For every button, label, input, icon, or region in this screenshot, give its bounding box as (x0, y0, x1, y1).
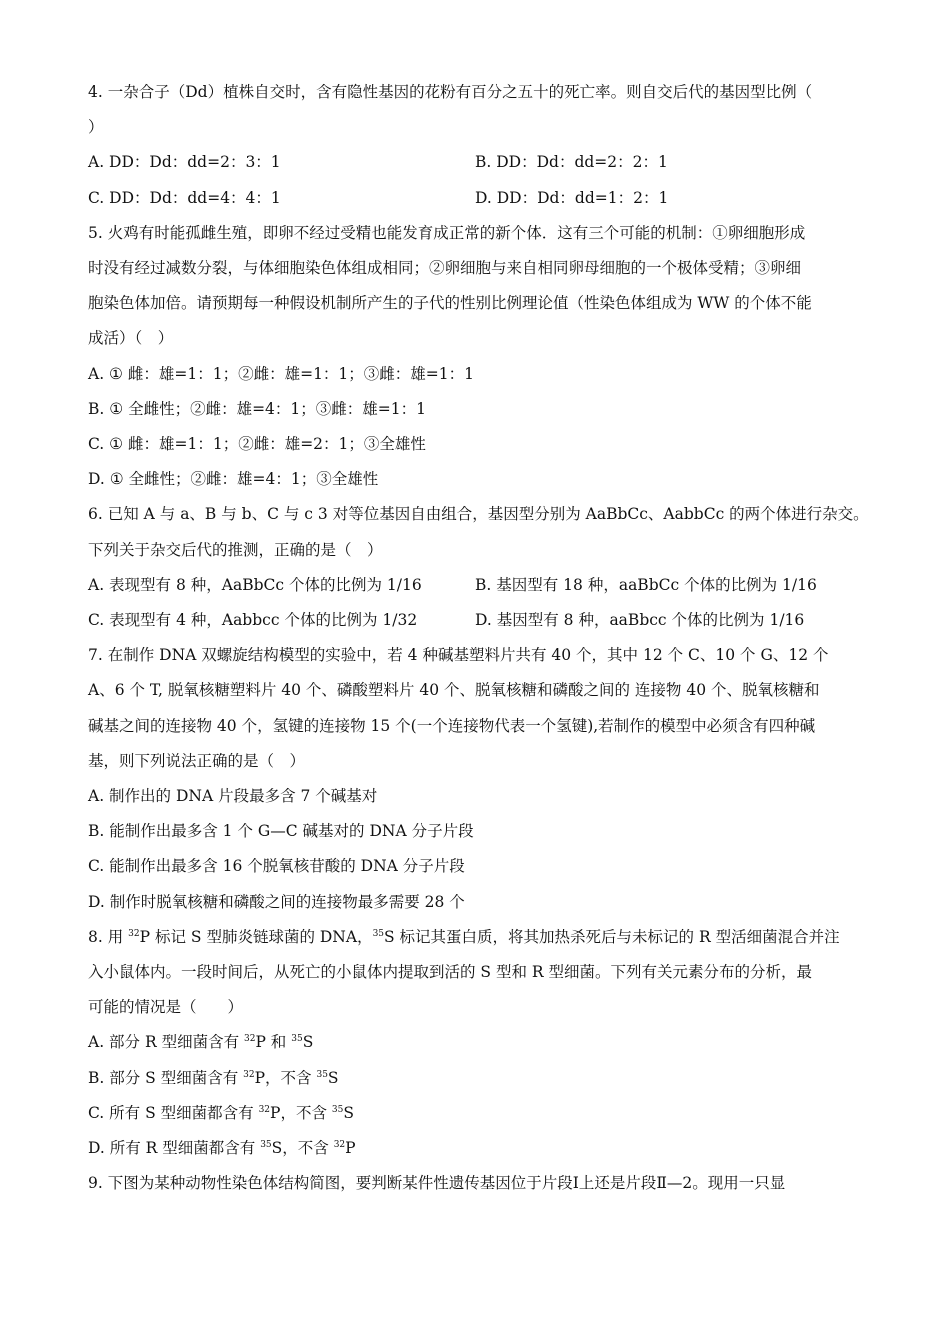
q4-options-row-1 (88, 145, 868, 180)
q8-d-text-3: P (345, 1139, 356, 1158)
q8-option-c (88, 1096, 868, 1131)
q7-stem-line-1: 7. 在制作 DNA 双螺旋结构模型的实验中，若 4 种碱基塑料片共有 40 个，其中 12 个 C、10 个 G、12 个 (88, 646, 829, 665)
q8-stem-text-c: S 标记其蛋白质，将其加热杀死后与未标记的 R 型活细菌混合并注 (384, 927, 840, 946)
q6-stem-line-2: 下列关于杂交后代的推测，正确的是（ ） (88, 540, 383, 559)
q4-option-c: C. DD：Dd：dd=4：4：1 (88, 188, 281, 207)
q7-option-a: A. 制作出的 DNA 片段最多含 7 个碱基对 (88, 787, 378, 806)
q9-stem-line-1: 9. 下图为某种动物性染色体结构简图，要判断某件性遗传基因位于片段Ⅰ上还是片段Ⅱ—2。现用一只显 (88, 1174, 786, 1193)
q8-b-text-2: P，不含 (254, 1068, 317, 1087)
q6-option-c: C. 表现型有 4 种，Aabbcc 个体的比例为 1/32 (88, 611, 418, 630)
q6-options-row-2 (88, 603, 868, 638)
q8-stem-line-2: 入小鼠体内。一段时间后，从死亡的小鼠体内提取到活的 S 型和 R 型细菌。下列有关元素分布的分析，最 (88, 963, 813, 982)
q5-option-a: A. ① 雌：雄=1：1；②雌：雄=1：1；③雌：雄=1：1 (88, 364, 475, 383)
q8-d-sup-35: 35 (260, 1140, 272, 1151)
q4-option-a: A. DD：Dd：dd=2：3：1 (88, 153, 281, 172)
q4-option-b: B. DD：Dd：dd=2：2：1 (475, 153, 668, 172)
q5-option-d: D. ① 全雌性；②雌：雄=4：1；③全雄性 (88, 470, 379, 489)
q7-option-b: B. 能制作出最多含 1 个 G—C 碱基对的 DNA 分子片段 (88, 822, 474, 841)
q8-a-text-2: P 和 (255, 1033, 292, 1052)
question-7 (88, 638, 868, 920)
q8-a-text-1: A. 部分 R 型细菌含有 (88, 1033, 244, 1052)
q8-b-sup-35: 35 (316, 1069, 328, 1080)
question-5 (88, 216, 868, 498)
q8-b-text-3: S (327, 1068, 339, 1087)
q8-option-b (88, 1061, 868, 1096)
question-4 (88, 75, 868, 216)
q8-a-text-3: S (302, 1033, 314, 1052)
q8-sup-32: 32 (128, 928, 140, 939)
q8-b-sup-32: 32 (243, 1069, 255, 1080)
q8-stem-text-b: P 标记 S 型肺炎链球菌的 DNA， (139, 927, 373, 946)
q8-sup-35: 35 (372, 928, 385, 939)
q4-stem-line-1: 4. 一杂合子（Dd）植株自交时，含有隐性基因的花粉有百分之五十的死亡率。则自交后代的基因型比例（ (88, 83, 813, 101)
q5-stem-line-1: 5. 火鸡有时能孤雌生殖，即卵不经过受精也能发育成正常的新个体．这有三个可能的机制：①卵细胞形成 (88, 223, 806, 242)
q5-option-b: B. ① 全雌性；②雌：雄=4：1；③雌：雄=1：1 (88, 399, 426, 418)
q8-a-sup-35: 35 (291, 1034, 303, 1045)
q5-option-c: C. ① 雌：雄=1：1；②雌：雄=2：1；③全雄性 (88, 435, 426, 454)
q8-option-d (88, 1131, 868, 1166)
q8-d-text-2: S，不含 (271, 1139, 334, 1158)
q4-option-d: D. DD：Dd：dd=1：2：1 (475, 188, 669, 207)
q7-stem-line-4: 基，则下列说法正确的是（ ） (88, 751, 306, 770)
q8-option-a (88, 1025, 868, 1060)
q6-option-b: B. 基因型有 18 种，aaBbCc 个体的比例为 1/16 (475, 575, 817, 594)
q8-c-text-1: C. 所有 S 型细菌都含有 (88, 1103, 259, 1122)
q8-stem-line-3: 可能的情况是（ ） (88, 998, 244, 1017)
q8-d-text-1: D. 所有 R 型细菌都含有 (88, 1139, 261, 1158)
q8-c-sup-35: 35 (331, 1104, 344, 1115)
q8-d-sup-32: 32 (333, 1140, 346, 1151)
q7-option-d: D. 制作时脱氧核糖和磷酸之间的连接物最多需要 28 个 (88, 892, 465, 911)
q5-stem-line-4: 成活）（ ） (88, 329, 174, 348)
question-6 (88, 497, 868, 638)
q8-c-text-3: S (343, 1103, 354, 1122)
question-8 (88, 920, 868, 1166)
question-9 (88, 1166, 868, 1201)
q5-stem-line-2: 时没有经过减数分裂，与体细胞染色体组成相同；②卵细胞与来自相同卵母细胞的一个极体受精；③卵细 (88, 259, 802, 278)
q8-a-sup-32: 32 (244, 1034, 256, 1045)
q6-option-d: D. 基因型有 8 种，aaBbcc 个体的比例为 1/16 (475, 611, 805, 630)
q7-stem-line-3: 碱基之间的连接物 40 个，氢键的连接物 15 个(一个连接物代表一个氢键),若制作的模型中必须含有四种碱 (88, 716, 816, 735)
q8-c-text-2: P，不含 (270, 1103, 332, 1122)
q7-stem-line-2: A、6 个 T, 脱氧核糖塑料片 40 个、磷酸塑料片 40 个、脱氧核糖和磷酸之间的 连接物 40 个、脱氧核糖和 (88, 681, 820, 700)
q6-stem-line-1: 6. 已知 A 与 a、B 与 b、C 与 c 3 对等位基因自由组合，基因型分别为 AaBbCc、AabbCc 的两个体进行杂交。 (88, 505, 869, 524)
q6-option-a: A. 表现型有 8 种，AaBbCc 个体的比例为 1/16 (88, 575, 422, 594)
q4-stem-line-2: ） (88, 118, 104, 137)
q5-stem-line-3: 胞染色体加倍。请预期每一种假设机制所产生的子代的性别比例理论值（性染色体组成为 WW 的个体不能 (88, 294, 812, 313)
q8-stem-text-a: 8. 用 (88, 927, 129, 946)
q8-c-sup-32: 32 (258, 1104, 271, 1115)
q6-options-row-1 (88, 568, 868, 603)
q8-b-text-1: B. 部分 S 型细菌含有 (88, 1068, 244, 1087)
q4-options-row-2 (88, 181, 868, 216)
q7-option-c: C. 能制作出最多含 16 个脱氧核苷酸的 DNA 分子片段 (88, 857, 465, 876)
exam-page (88, 75, 868, 1202)
q8-stem-line-1 (88, 920, 868, 955)
